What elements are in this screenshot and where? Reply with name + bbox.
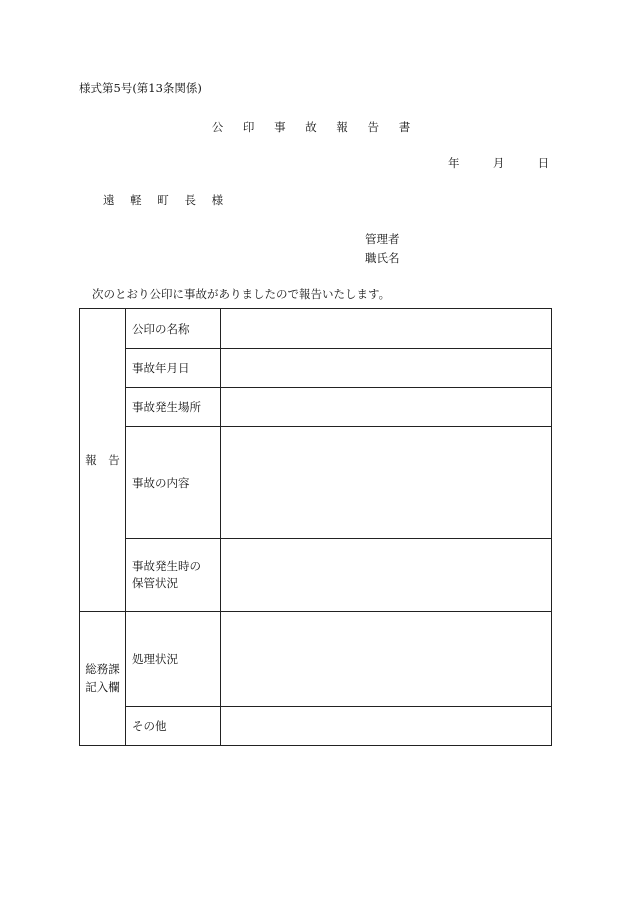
row-label: 事故発生場所 xyxy=(126,388,221,427)
storage-status-field[interactable] xyxy=(221,539,552,612)
row-label: 事故の内容 xyxy=(126,427,221,539)
row-label: その他 xyxy=(126,707,221,746)
table-row xyxy=(80,612,552,707)
office-section-line1: 総務課 xyxy=(85,661,120,676)
table-row xyxy=(80,539,552,612)
table-row xyxy=(80,309,552,349)
date-year: 年 xyxy=(448,156,460,170)
row-label xyxy=(126,539,221,612)
office-section-cell xyxy=(80,612,126,746)
date-line xyxy=(448,155,549,171)
row-label: 事故年月日 xyxy=(126,349,221,388)
row-label: 公印の名称 xyxy=(126,309,221,349)
form-number: 様式第5号(第13条関係) xyxy=(79,81,202,95)
date-month: 月 xyxy=(492,156,505,170)
incident-date-field[interactable] xyxy=(221,349,552,388)
document-title: 公 印 事 故 報 告 書 xyxy=(211,120,419,134)
table-row xyxy=(80,388,552,427)
processing-status-field[interactable] xyxy=(221,612,552,707)
office-section-line2: 記入欄 xyxy=(85,679,120,694)
addressee: 遠 軽 町 長 様 xyxy=(103,193,230,207)
other-field[interactable] xyxy=(221,707,552,746)
seal-name-field[interactable] xyxy=(221,309,552,349)
report-section-label: 報 告 xyxy=(85,453,120,467)
row-label: 処理状況 xyxy=(126,612,221,707)
manager-label: 管理者 xyxy=(365,232,400,246)
table-row xyxy=(80,427,552,539)
report-section-cell xyxy=(80,309,126,612)
table-row xyxy=(80,707,552,746)
incident-place-field[interactable] xyxy=(221,388,552,427)
name-label: 職氏名 xyxy=(365,251,400,265)
row-label-line2: 保管状況 xyxy=(132,576,178,590)
date-day: 日 xyxy=(537,156,550,170)
incident-details-field[interactable] xyxy=(221,427,552,539)
intro-text: 次のとおり公印に事故がありましたので報告いたします。 xyxy=(92,287,391,301)
row-label-line1: 事故発生時の xyxy=(132,558,201,573)
table-row xyxy=(80,349,552,388)
report-table xyxy=(79,308,552,746)
